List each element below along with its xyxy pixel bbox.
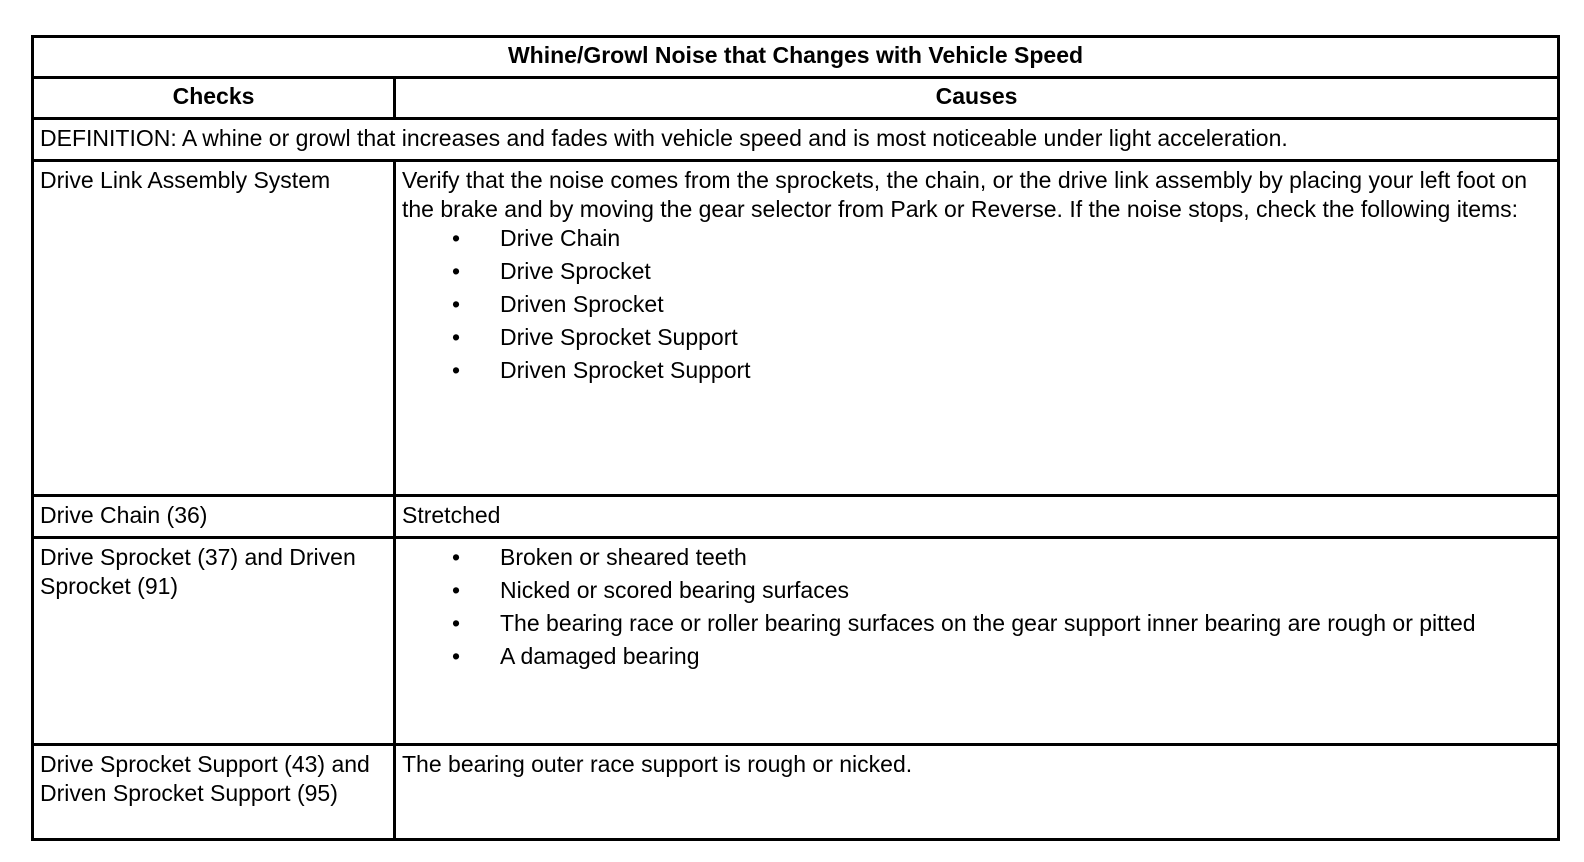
table-header-row — [33, 78, 1559, 119]
list-item: • Driven Sprocket Support — [402, 356, 1551, 385]
cause-bullet-list — [402, 224, 1551, 385]
list-item: • Broken or sheared teeth — [402, 543, 1551, 572]
list-item: • A damaged bearing — [402, 642, 1551, 671]
list-item: • The bearing race or roller bearing surfaces on the gear support inner bearing are rough or pitted — [402, 609, 1551, 638]
definition-text: DEFINITION: A whine or growl that increases and fades with vehicle speed and is most noticeable under light acceleration. — [33, 119, 1559, 161]
list-item: • Drive Sprocket Support — [402, 323, 1551, 352]
diagnostic-table — [31, 35, 1560, 841]
table-row — [33, 745, 1559, 840]
list-item: • Drive Chain — [402, 224, 1551, 253]
causes-header: Causes — [395, 78, 1559, 119]
cause-cell — [395, 538, 1559, 745]
cause-cell — [395, 161, 1559, 496]
table-title-row — [33, 37, 1559, 78]
check-cell: Drive Sprocket Support (43) and Driven Sprocket Support (95) — [33, 745, 395, 840]
cause-cell: Stretched — [395, 496, 1559, 538]
table-row — [33, 538, 1559, 745]
cause-text: Verify that the noise comes from the sprockets, the chain, or the drive link assembly by placing your left foot on the brake and by moving the gear selector from Park or Reverse. If the noise stops, check the following items: — [402, 167, 1528, 222]
list-item: • Drive Sprocket — [402, 257, 1551, 286]
table-title: Whine/Growl Noise that Changes with Vehicle Speed — [33, 37, 1559, 78]
cause-cell: The bearing outer race support is rough or nicked. — [395, 745, 1559, 840]
list-item: • Nicked or scored bearing surfaces — [402, 576, 1551, 605]
cause-bullet-list — [402, 543, 1551, 671]
check-cell: Drive Sprocket (37) and Driven Sprocket (91) — [33, 538, 395, 745]
table-row — [33, 496, 1559, 538]
list-item: • Driven Sprocket — [402, 290, 1551, 319]
check-cell: Drive Chain (36) — [33, 496, 395, 538]
check-cell: Drive Link Assembly System — [33, 161, 395, 496]
table-row — [33, 161, 1559, 496]
definition-row — [33, 119, 1559, 161]
checks-header: Checks — [33, 78, 395, 119]
